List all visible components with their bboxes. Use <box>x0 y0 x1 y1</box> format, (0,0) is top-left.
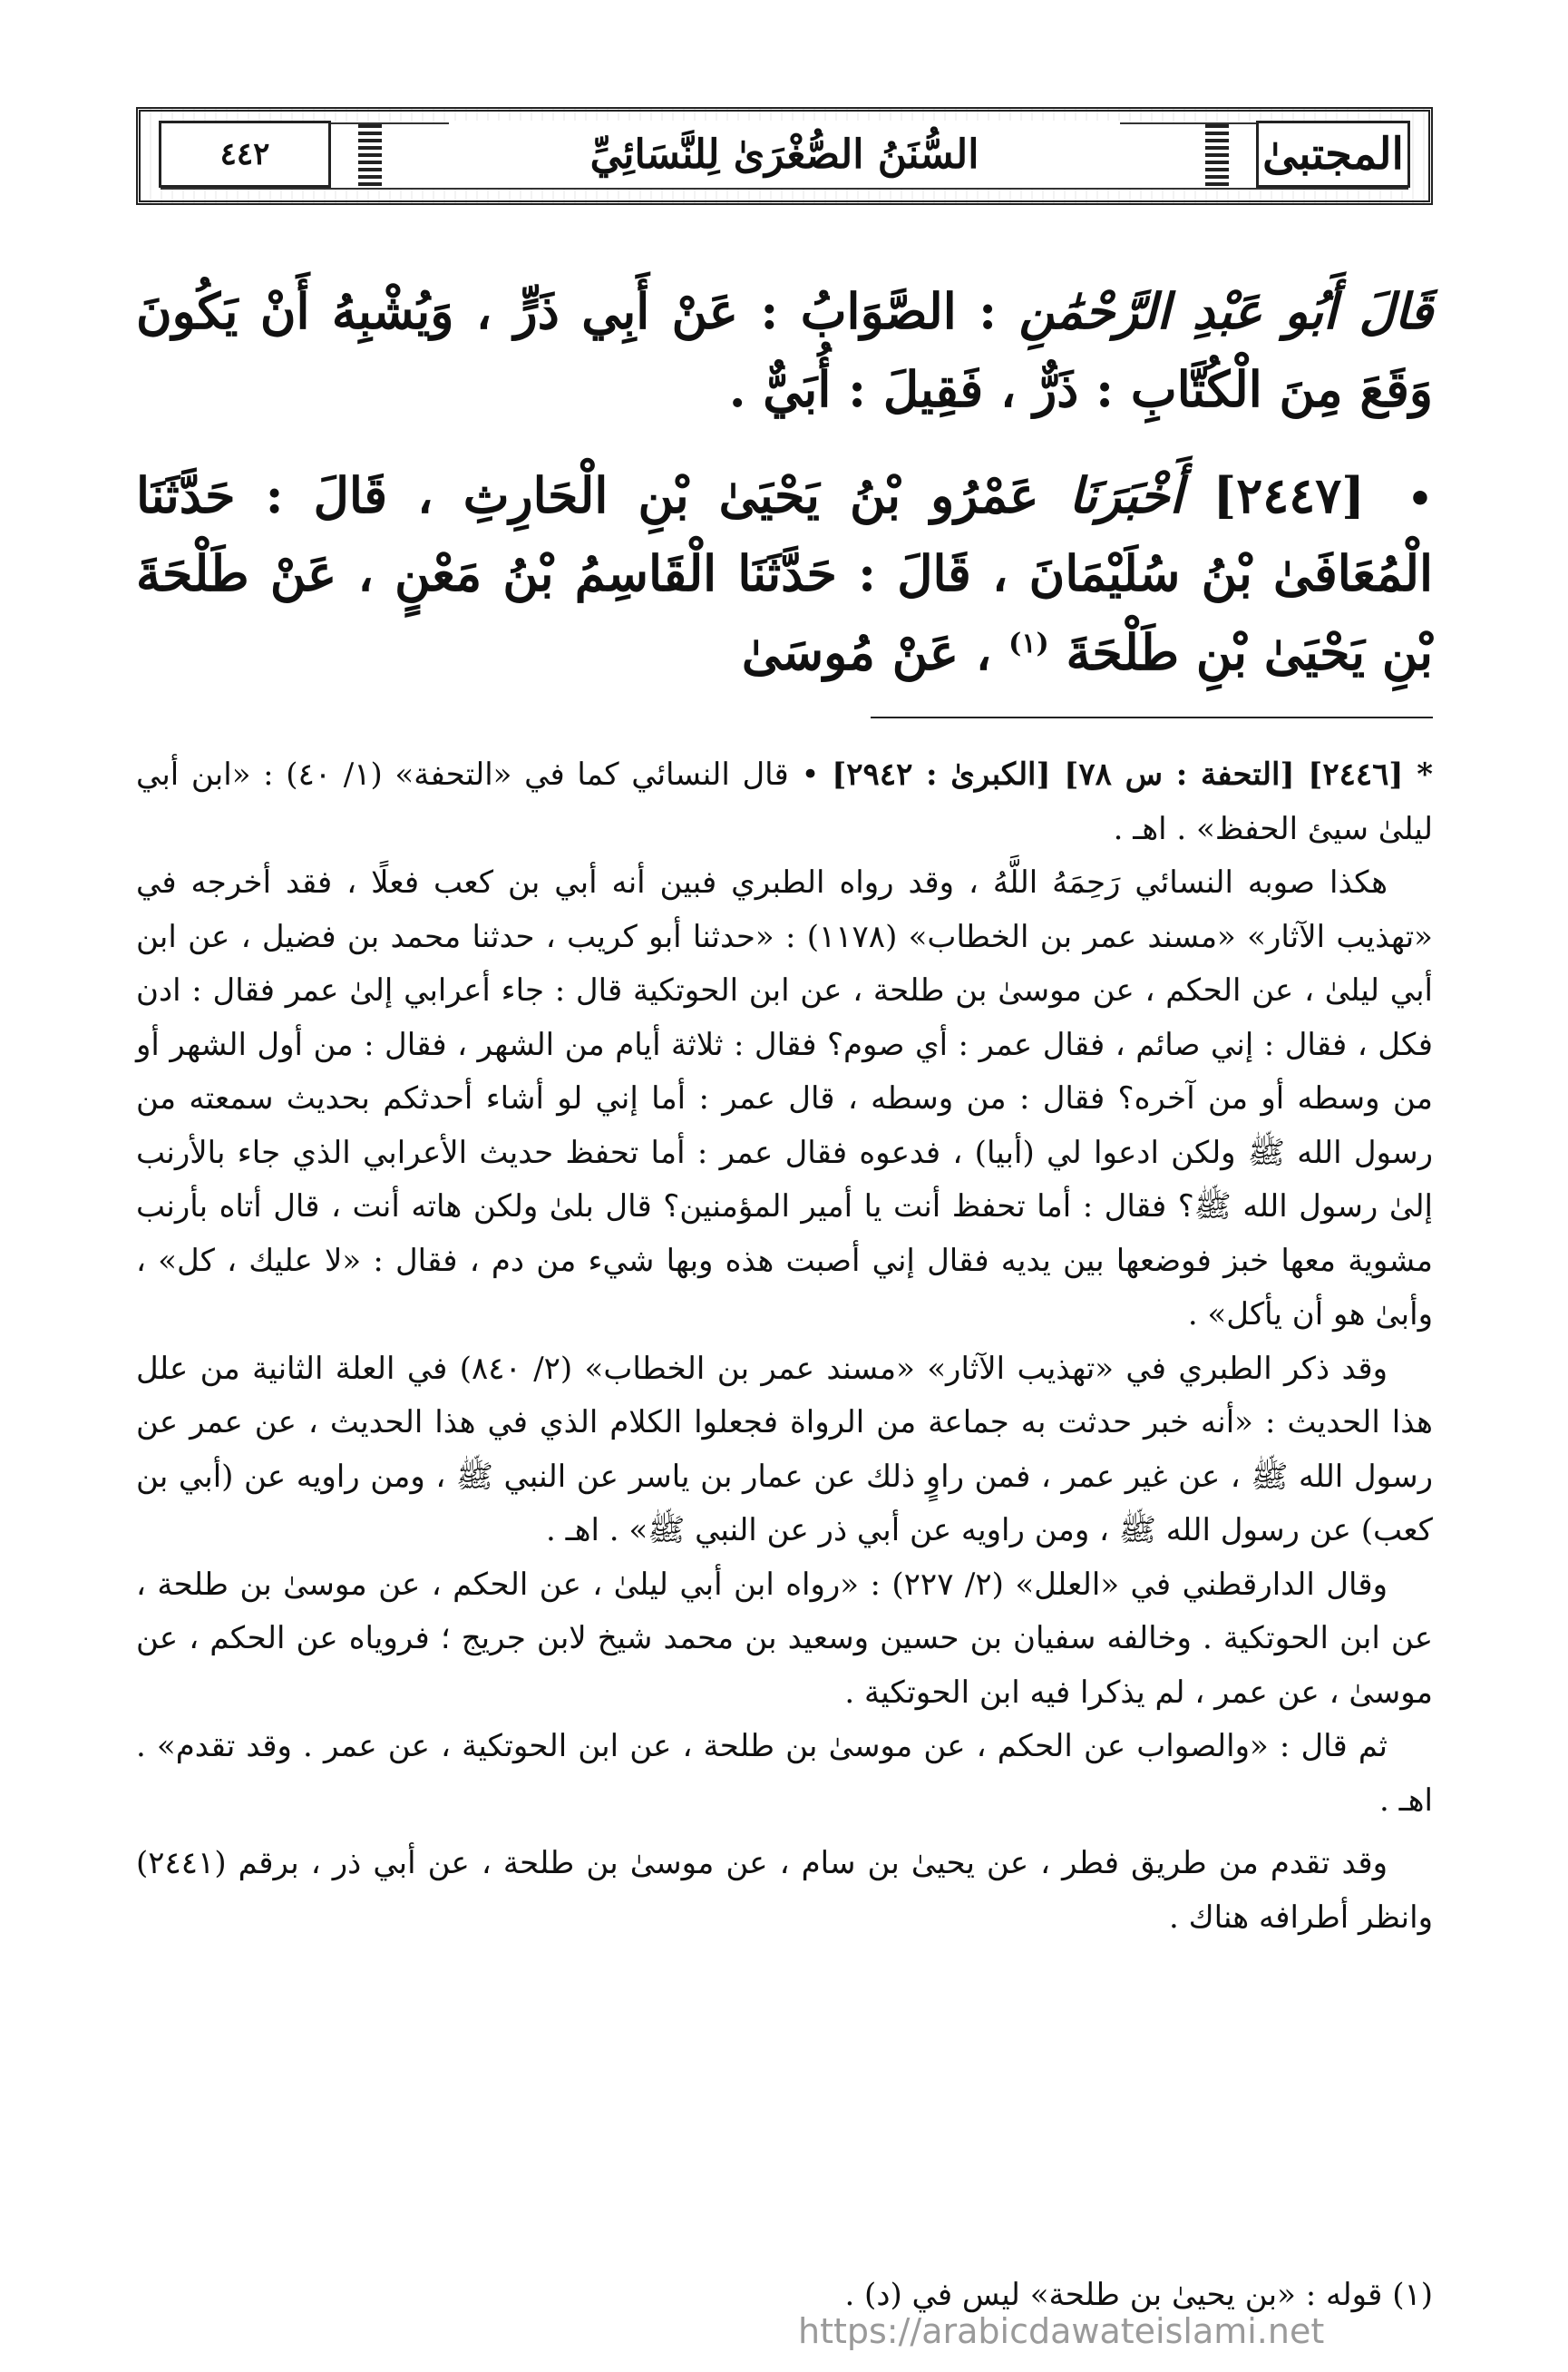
notes-paragraph-4: ثم قال : «والصواب عن الحكم ، عن موسىٰ بن طلحة ، عن ابن الحوتكية ، عن عمر . وقد تقدم» . اهـ . <box>136 1728 1433 1819</box>
hadith-paragraph <box>136 456 1433 691</box>
footnote: (١) قوله : «بن يحيىٰ بن طلحة» ليس في (د) . <box>844 2277 1433 2313</box>
speaker-label: قَالَ أَبُو عَبْدِ الرَّحْمَٰنِ <box>1018 282 1433 340</box>
paragraph-text: : الصَّوَابُ : عَنْ أَبِي ذَرٍّ ، وَيُشْبِهُ أَنْ يَكُونَ وَقَعَ مِنَ الْكُتَّابِ : ذَرٌّ ، فَقِيلَ : أُبَيٌّ . <box>136 282 1433 419</box>
hadith-number: [٢٤٤٧] <box>1213 465 1365 524</box>
hadith-text: عَمْرُو بْنُ يَحْيَىٰ بْنِ الْحَارِثِ ، قَالَ : حَدَّثَنَا الْمُعَافَىٰ بْنُ سُلَيْمَانَ ، قَالَ : حَدَّثَنَا الْقَاسِمُ بْنُ مَعْنٍ ، عَنْ طَلْحَةَ بْنِ يَحْيَىٰ بْنِ طَلْحَةَ <box>136 465 1433 681</box>
notes-heading <box>136 748 1433 856</box>
watermark: https://arabicdawateislami.net <box>798 2311 1325 2351</box>
footnote-reference: (١) <box>1008 627 1049 659</box>
separator-line <box>871 717 1433 718</box>
notes-paragraph-1: هكذا صوبه النسائي رَحِمَهُ اللَّهُ ، وقد رواه الطبري فبين أنه أبي بن كعب فعلًا ، فقد أخرجه في «تهذيب الآثار» «مسند عمر بن الخطاب» (١١٧٨) : «حدثنا أبو كريب ، حدثنا محمد بن فضيل ، عن ابن أبي ليلىٰ ، عن الحكم ، عن موسىٰ بن طلحة ، عن ابن الحوتكية قال : جاء أعرابي إلىٰ عمر فقال : ادن فكل ، فقال : إني صائم ، فقال عمر : أي صوم؟ فقال : ثلاثة أيام من الشهر ، فقال : من أول الشهر أو من وسطه أو من آخره؟ فقال : من وسطه ، قال عمر : أما إني لو أشاء أحدثكم بحديث سمعته من رسول الله ﷺ ولكن ادعوا لي (أبيا) ، فدعوه فقال عمر : أما تحفظ حديث الأعرابي الذي جاء بالأرنب إلىٰ رسول الله ﷺ؟ فقال : أما تحفظ أنت يا أمير المؤمنين؟ قال بلىٰ ولكن هاته أنت ، قال أتاه بأرنب مشوية معها خبز فوضعها بين يديه فقال إني أصبت هذه وبها شيء من دم ، فقال : «لا عليك ، كل» ، وأبىٰ هو أن يأكل» . <box>136 864 1434 1332</box>
book-title: السُّنَنُ الصُّغْرَىٰ لِلنَّسَائِيِّ <box>449 121 1120 188</box>
commentary-notes <box>136 748 1433 1945</box>
main-text <box>136 272 1433 691</box>
notes-reference: * [٢٤٤٦] [التحفة : س ٧٨] [الكبرىٰ : ٢٩٤٢] <box>832 757 1433 793</box>
book-emblem: المجتبىٰ <box>1256 121 1410 188</box>
hadith-text-end: ، عَنْ مُوسَىٰ <box>741 622 992 681</box>
bullet-icon: • <box>1407 475 1433 522</box>
ornament-right-icon <box>1205 124 1229 186</box>
notes-paragraph-5: وقد تقدم من طريق فطر ، عن يحيىٰ بن سام ، عن موسىٰ بن طلحة ، عن أبي ذر ، برقم (٢٤٤١) وانظر أطرافه هناك . <box>136 1845 1433 1936</box>
notes-heading-rest: • قال النسائي كما في «التحفة» (١/ ٤٠) : «ابن أبي ليلىٰ سيئ الحفظ» . اهـ . <box>136 757 1433 847</box>
akhbarana-label: أَخْبَرَنَا <box>1068 465 1183 524</box>
page-header <box>136 107 1433 205</box>
matn-paragraph-1 <box>136 272 1433 429</box>
notes-paragraph-2: وقد ذكر الطبري في «تهذيب الآثار» «مسند عمر بن الخطاب» (٢/ ٨٤٠) في العلة الثانية من علل هذا الحديث : «أنه خبر حدثت به جماعة من الرواة فجعلوا الكلام الذي في هذا الحديث ، عن عمر عن رسول الله ﷺ ، عن غير عمر ، فمن راوٍ ذلك عن عمار بن ياسر عن النبي ﷺ ، ومن راويه عن (أبي بن كعب) عن رسول الله ﷺ ، ومن راويه عن أبي ذر عن النبي ﷺ» . اهـ . <box>136 1350 1433 1548</box>
notes-paragraph-3: وقال الدارقطني في «العلل» (٢/ ٢٢٧) : «رواه ابن أبي ليلىٰ ، عن الحكم ، عن موسىٰ بن طلحة ، عن ابن الحوتكية . وخالفه سفيان بن حسين وسعيد بن محمد شيخ لابن جريج ؛ فروياه عن الحكم ، عن موسىٰ ، عن عمر ، لم يذكرا فيه ابن الحوتكية . <box>136 1566 1433 1711</box>
ornament-left-icon <box>358 124 382 186</box>
page-number: ٤٤٢ <box>159 121 331 188</box>
